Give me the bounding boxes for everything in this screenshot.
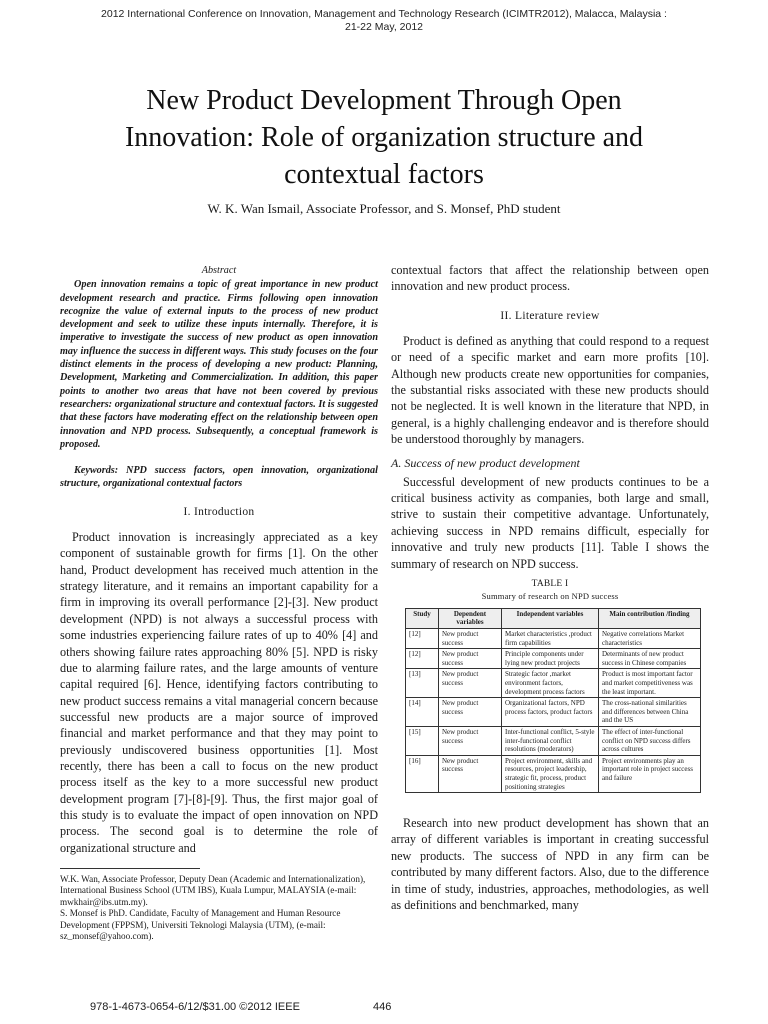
table-cell: Organizational factors, NPD process factors, product factors [502,698,599,727]
paper-title [60,82,708,193]
table-row [406,649,701,669]
title-line1: New Product Development Through Open [146,85,622,116]
keywords: Keywords: NPD success factors, open innovation, organizational structure, organizational contextual factors [60,465,378,490]
table-cell: Product is most important factor and market competitiveness was the least important. [599,669,701,698]
table-header-row [406,608,701,628]
table-header-dependent: Dependent variables [439,608,502,628]
literature-review-heading: II. Literature review [500,309,600,322]
table-row [406,669,701,698]
page-number: 446 [373,1001,392,1013]
literature-review-text: Product is defined as anything that could respond to a request or need of a specific market and earn more profits [10]. Although new products create new opportunities for companies, the substantial risks associated with these new products should not be neglected. It is well known in the literature that NPD, in general, is a highly challenging endeavor and is therefore should be understood thoroughly by managers. [391,334,709,447]
table-cell: Market characteristics ,product firm capabilities [502,629,599,649]
table-cell: [13] [406,669,439,698]
table-row [406,698,701,727]
table-cell: New product success [439,755,502,792]
table-caption: Summary of research on NPD success [481,590,619,601]
table-cell: New product success [439,649,502,669]
table-cell: [14] [406,698,439,727]
table-cell: [15] [406,726,439,755]
table-cell: Strategic factor ,market environment factors, development process factors [502,669,599,698]
table-header-finding: Main contribution /finding [599,608,701,628]
author-line: W. K. Wan Ismail, Associate Professor, and S. Monsef, PhD student [207,201,561,216]
table-cell: [12] [406,629,439,649]
table-cell: New product success [439,629,502,649]
table-label: TABLE I [531,578,569,589]
abstract-section [60,264,378,491]
table-cell: [16] [406,755,439,792]
right-column [391,262,709,913]
title-line2: Innovation: Role of organization structure and [124,122,644,153]
introduction-heading: I. Introduction [183,505,255,518]
footnote-divider [60,868,200,869]
conference-header-line2: 21-22 May, 2012 [344,21,424,33]
continuation-text: contextual factors that affect the relationship between open innovation and new product process. [391,263,709,294]
table-cell: Principle components under lying new product projects [502,649,599,669]
table-row [406,629,701,649]
table-cell: Project environments play an important role in project success and failure [599,755,701,792]
table-header-study: Study [406,608,439,628]
table-cell: [12] [406,649,439,669]
conference-header-line1: 2012 International Conference on Innovation, Management and Technology Research (ICIMTR2012), Malacca, Malaysia : [101,8,667,20]
table-cell: Inter-functional conflict, 5-style inter-functional conflict resolutions (moderators) [502,726,599,755]
table-cell: New product success [439,669,502,698]
abstract-text: Open innovation remains a topic of great importance in new product development research and practice. Firms following open innovation recognize the value of external inputs to the process of new product development and seek to utilize these inputs internally. Therefore, it is imperative to investigate the success of new product as open innovation may influence the success in different ways. This study focuses on the four distinct elements in the process of developing a new product: Planning, Development, Marketing and Commercialization. In addition, this paper points to another two areas that have not been covered by previous researchers: organizational structure and contextual factors. It is suggested that these factors have moderating effect on the relationship between open innovation and NPD process. Subsequently, a conceptual framework is proposed. [60,279,378,450]
npd-success-table [405,608,701,793]
success-text: Successful development of new products continues to be a critical business activity as companies, both large and small, strive to sustain their competitive advantage. Unfortunately, achieving success in NPD remains difficult, especially for innovative and truly new products [11]. Table I shows the summary of research on NPD success. [391,474,709,571]
footnote-author2: S. Monsef is PhD. Candidate, Faculty of Management and Human Resource Development (FPPSM), Universiti Teknologi Malaysia (UTM), (e-mail: sz_monsef@yahoo.com). [60,908,341,942]
table-cell: The effect of inter-functional conflict on NPD success differs across cultures [599,726,701,755]
table-cell: New product success [439,726,502,755]
copyright-line: 978-1-4673-0654-6/12/$31.00 ©2012 IEEE [90,1001,300,1013]
table-cell: Negative correlations Market characteristics [599,629,701,649]
abstract-heading: Abstract [201,265,237,276]
left-column [60,264,378,856]
after-table-text: Research into new product development has shown that an array of different variables is important in creating successful new products. The success of NPD in any firm can be contributed by many different factors. Also, due to the difference in time of study, industries, approaches, methodologies, as well as definitions and benchmarked, many [391,816,709,912]
table-row [406,726,701,755]
table-row [406,755,701,792]
table-cell: The cross-national similarities and differences between China and the US [599,698,701,727]
conference-header [40,8,728,34]
table-cell: Determinants of new product success in Chinese companies [599,649,701,669]
title-line3: contextual factors [284,159,484,190]
table-header-independent: Independent variables [502,608,599,628]
introduction-text: Product innovation is increasingly appreciated as a key component of sustainable growth for firms [1]. On the other hand, Product development has received much attention in the strategy literature, and it remains an important capability for a firm in improving its overall performance [2]-[3]. New product development (NPD) is not always a successful process with some industries experiencing failure rates of up to 40% [4] and others showing failure rates approaching 80% [5]. NPD is risky due to alarming failure rates, and the large amounts of venture capital required [6]. Hence, identifying factors contributing to new product success remains a vital managerial concern because successful new products are a major source of improved financial and market performance and that they may point to previously undiscovered business opportunities [1]. Most recently, there has been a call to focus on the new product process itself as the key to a more successful new product development program [7]-[8]-[9]. Thus, the first major goal of this study is to evaluate the impact of open innovation on NPD process. The second goal is to determine the role of organizational structure and [60,530,378,855]
footnote-author1: W.K. Wan, Associate Professor, Deputy Dean (Academic and Internationalization), International Business School (UTM IBS), Kuala Lumpur, MALAYSIA (e-mail: mwkhair@ibs.utm.my). [60,874,366,907]
table-cell: New product success [439,698,502,727]
success-subheading: A. Success of new product development [391,456,580,471]
footnotes [60,874,378,942]
table-cell: Project environment, skills and resources, project leadership, strategic fit, process, product positioning strategies [502,755,599,792]
